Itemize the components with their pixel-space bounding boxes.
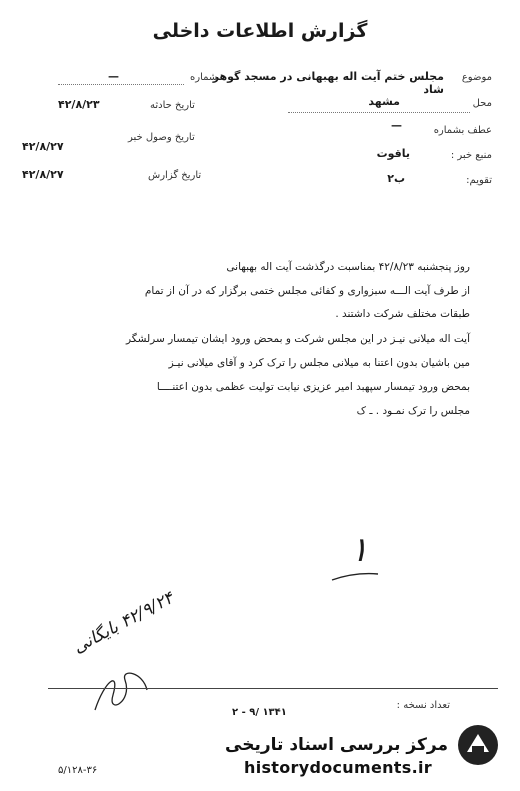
place-dotted-line bbox=[288, 112, 470, 113]
event-date-label: تاریخ حادثه bbox=[150, 100, 195, 111]
watermark-name: مرکز بررسی اسناد تاریخی bbox=[225, 735, 448, 755]
handwritten-signature bbox=[85, 660, 155, 720]
place-label: محل bbox=[472, 98, 492, 109]
body-para2-line1: آیت اله میلانی نیـز در این مجلس شرکت و بمحض ورود ایشان تیمسار سرلشگر bbox=[126, 333, 470, 345]
number-label: شماره bbox=[190, 72, 218, 83]
reference-label: عطف بشماره bbox=[433, 125, 492, 136]
number-dotted-line bbox=[58, 84, 184, 85]
event-date-value: ۴۲/۸/۲۳ bbox=[58, 98, 100, 111]
report-title: گزارش اطلاعات داخلی bbox=[152, 20, 368, 42]
document-code: ۵/۱۲۸-۳۶ bbox=[58, 765, 98, 776]
number-value: — bbox=[108, 70, 119, 83]
stamp-date: ۲ - ۹/ ۱۳۴۱ bbox=[232, 707, 287, 718]
watermark-url: historydocuments.ir bbox=[244, 758, 432, 777]
copies-label: تعداد نسخه : bbox=[396, 700, 450, 711]
handwritten-underline bbox=[330, 570, 380, 584]
body-para2-line3: بمحض ورود تیمسار سپهبد امیر عزیزی نیابت تولیت عظمی بدون اعتنــــا bbox=[156, 381, 470, 393]
body-para2-line2: مین باشیان بدون اعتنا به میلانی مجلس را ترک کرد و آقای میلانی نیـز bbox=[168, 357, 470, 369]
handwritten-number: ۱ bbox=[350, 530, 369, 570]
footer-rule bbox=[48, 688, 498, 689]
reference-value: — bbox=[391, 119, 402, 132]
subject-label: موضوع bbox=[461, 72, 492, 83]
evaluation-value: ب۲ bbox=[387, 172, 405, 185]
place-value: مشهد bbox=[368, 95, 400, 108]
body-para2-line4: مجلس را ترک نمـود . ـ ک bbox=[356, 405, 470, 417]
body-para1-line1: روز پنجشنبه ۴۲/۸/۲۳ بمناسبت درگذشت آیت اله بهبهانی bbox=[226, 261, 470, 273]
source-value: یاقوت bbox=[376, 147, 410, 160]
received-date-label: تاریخ وصول خبر bbox=[128, 132, 195, 143]
subject-value: مجلس ختم آیت اله بهبهانی در مسجد گوهر شاد bbox=[212, 70, 444, 96]
evaluation-label: تقویم: bbox=[466, 175, 492, 186]
body-para1-line2: از طرف آیت الـــه سبزواری و کفائی مجلس ختمی برگزار که در آن از تمام bbox=[144, 285, 470, 297]
source-label: منبع خبر : bbox=[450, 150, 492, 161]
handwritten-note: ۴۲/۹/۲۴ بایگانی bbox=[70, 588, 178, 658]
body-para1-line3: طبقات مختلف شرکت داشتند . bbox=[335, 308, 470, 320]
report-date-value: ۴۲/۸/۲۷ bbox=[22, 168, 64, 181]
received-date-value: ۴۲/۸/۲۷ bbox=[22, 140, 64, 153]
report-date-label: تاریخ گزارش bbox=[148, 170, 202, 181]
archive-logo-icon bbox=[455, 722, 501, 768]
